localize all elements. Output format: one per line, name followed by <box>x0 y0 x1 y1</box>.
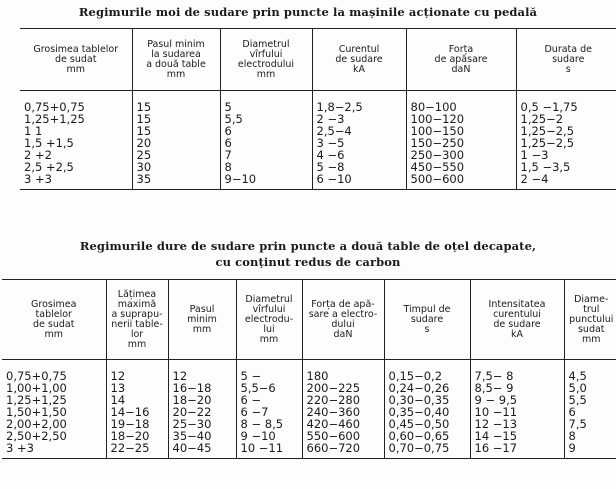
table-cell: 8 <box>568 429 576 443</box>
table-cell: 3 −5 <box>316 136 345 150</box>
table-cell: 4 −6 <box>316 148 345 162</box>
table-cell: 10 −11 <box>240 441 284 455</box>
table-cell: 240−360 <box>306 405 361 419</box>
table-cell: 12 <box>110 369 126 383</box>
table-cell: 0,60−0,65 <box>388 429 450 443</box>
table-cell: 15 <box>136 100 152 114</box>
table-cell: 5 −8 <box>316 160 345 174</box>
table-cell: 5,0 <box>568 381 587 395</box>
table-cell: 0,5 −1,75 <box>520 100 578 114</box>
table-cell: 1,25−2 <box>520 112 564 126</box>
table-cell: 10 −11 <box>474 405 518 419</box>
table-cell: 35 <box>136 172 152 186</box>
table-cell: 1,5 +1,5 <box>24 136 74 150</box>
table-column-7 <box>564 360 616 459</box>
table-cell: 6 −10 <box>316 172 352 186</box>
table2-body-row <box>2 360 616 459</box>
col-header: Diame- trul punctului sudat mm <box>564 280 616 360</box>
table-cell: 19−18 <box>110 417 150 431</box>
table-cell: 16 −17 <box>474 441 518 455</box>
table1-header-row <box>20 29 616 91</box>
table-cell: 660−720 <box>306 441 361 455</box>
col-header: Diametrul vîrfului electrodului mm <box>220 29 312 91</box>
table-cell: 1,5 −3,5 <box>520 160 571 174</box>
table-cell: 16−18 <box>172 381 212 395</box>
col-header: Pasul minim mm <box>168 280 236 360</box>
table-cell: 15 <box>136 124 152 138</box>
table-cell: 3 +3 <box>6 441 34 455</box>
table-cell: 5,5 <box>224 112 243 126</box>
table-cell: 9 −10 <box>240 429 276 443</box>
table-column-1 <box>106 360 168 459</box>
table1-title: Regimurile moi de sudare prin puncte la mașinile acționate cu pedală <box>78 5 538 19</box>
table-cell: 6 −7 <box>240 405 269 419</box>
table-cell: 5,5 <box>568 393 587 407</box>
table-cell: 5 <box>224 100 232 114</box>
table-cell: 0,70−0,75 <box>388 441 450 455</box>
table-cell: 6 <box>224 124 232 138</box>
table-cell: 1,25+1,25 <box>6 393 67 407</box>
table-column-2 <box>168 360 236 459</box>
table-cell: 1 1 <box>24 124 43 138</box>
table-cell: 2 −3 <box>316 112 345 126</box>
col-header: Lățimea maximă a suprapu- nerii table- lor mm <box>106 280 168 360</box>
table-column-6 <box>470 360 564 459</box>
table-cell: 1,25−2,5 <box>520 124 575 138</box>
col-header: Pasul minim la sudarea a două table mm <box>132 29 220 91</box>
table-cell: 18−20 <box>172 393 212 407</box>
table-cell: 1,50+1,50 <box>6 405 67 419</box>
table-cell: 1,25−2,5 <box>520 136 575 150</box>
table-cell: 8 <box>224 160 232 174</box>
table-column-1 <box>132 91 220 190</box>
table-cell: 0,35−0,40 <box>388 405 450 419</box>
table-cell: 25−30 <box>172 417 212 431</box>
table-cell: 1 −3 <box>520 148 549 162</box>
table-cell: 25 <box>136 148 152 162</box>
table-cell: 0,45−0,50 <box>388 417 450 431</box>
table-cell: 180 <box>306 369 329 383</box>
table-cell: 35−40 <box>172 429 212 443</box>
table-column-2 <box>220 91 312 190</box>
table-cell: 9−10 <box>224 172 257 186</box>
table-cell: 40−45 <box>172 441 212 455</box>
table-cell: 9 <box>568 441 576 455</box>
table-cell: 6 <box>224 136 232 150</box>
table2-title-line1: Regimurile dure de sudare prin puncte a două table de oțel decapate, <box>79 239 537 253</box>
table-cell: 100−150 <box>410 124 465 138</box>
col-header: Grosimea tablelor de sudat mm <box>2 280 106 360</box>
col-header: Forța de apăsare daN <box>406 29 516 91</box>
table-cell: 7,5− 8 <box>474 369 514 383</box>
table-cell: 22−25 <box>110 441 150 455</box>
table-cell: 6 <box>568 405 576 419</box>
table-column-0 <box>20 91 132 190</box>
table-cell: 9 − 9,5 <box>474 393 518 407</box>
table-cell: 13 <box>110 381 126 395</box>
table-cell: 18−20 <box>110 429 150 443</box>
table-cell: 500−600 <box>410 172 465 186</box>
table-cell: 2 −4 <box>520 172 549 186</box>
table-cell: 0,75+0,75 <box>6 369 67 383</box>
table-cell: 8 − 8,5 <box>240 417 284 431</box>
table-cell: 2,00+2,00 <box>6 417 67 431</box>
table-cell: 8,5− 9 <box>474 381 514 395</box>
col-header: Diametrul vîrfului electrodu- lui mm <box>236 280 302 360</box>
table-cell: 150−250 <box>410 136 465 150</box>
table-cell: 30 <box>136 160 152 174</box>
table-cell: 2,5−4 <box>316 124 352 138</box>
table-cell: 420−460 <box>306 417 361 431</box>
table-cell: 12 <box>172 369 188 383</box>
table-cell: 0,30−0,35 <box>388 393 450 407</box>
col-header: Timpul de sudare s <box>384 280 470 360</box>
table-column-4 <box>406 91 516 190</box>
table-cell: 2 +2 <box>24 148 52 162</box>
col-header: Intensitatea curentului de sudare kA <box>470 280 564 360</box>
table-cell: 14−16 <box>110 405 150 419</box>
table-cell: 6 − <box>240 393 262 407</box>
table-cell: 80−100 <box>410 100 457 114</box>
table-cell: 1,8−2,5 <box>316 100 363 114</box>
table-column-3 <box>236 360 302 459</box>
table-cell: 14 −15 <box>474 429 518 443</box>
table1-body-row <box>20 91 616 190</box>
table-cell: 0,24−0,26 <box>388 381 450 395</box>
table-cell: 15 <box>136 112 152 126</box>
col-header: Curentul de sudare kA <box>312 29 406 91</box>
table-cell: 20−22 <box>172 405 212 419</box>
table2-title <box>0 238 616 270</box>
table-cell: 5,5−6 <box>240 381 276 395</box>
table-cell: 200−225 <box>306 381 361 395</box>
table-cell: 100−120 <box>410 112 465 126</box>
table-column-5 <box>516 91 616 190</box>
table-cell: 0,75+0,75 <box>24 100 85 114</box>
table-cell: 550−600 <box>306 429 361 443</box>
col-header: Forța de apă- sare a electro- dului daN <box>302 280 384 360</box>
table2-header-row <box>2 280 616 360</box>
soft-welding-regimes-table <box>20 28 616 190</box>
table-cell: 1,00+1,00 <box>6 381 67 395</box>
table-column-3 <box>312 91 406 190</box>
table-cell: 5 − <box>240 369 262 383</box>
table-cell: 12 −13 <box>474 417 518 431</box>
table-column-5 <box>384 360 470 459</box>
table-cell: 250−300 <box>410 148 465 162</box>
table-cell: 220−280 <box>306 393 361 407</box>
col-header: Grosimea tablelor de sudat mm <box>20 29 132 91</box>
table2-title-line2: cu conținut redus de carbon <box>215 255 401 269</box>
table-cell: 14 <box>110 393 126 407</box>
col-header: Durata de sudare s <box>516 29 616 91</box>
table-cell: 0,15−0,2 <box>388 369 443 383</box>
table-cell: 7 <box>224 148 232 162</box>
table-cell: 1,25+1,25 <box>24 112 85 126</box>
table-column-4 <box>302 360 384 459</box>
table-column-0 <box>2 360 106 459</box>
table-cell: 450−550 <box>410 160 465 174</box>
table-cell: 7,5 <box>568 417 587 431</box>
table-cell: 20 <box>136 136 152 150</box>
table-cell: 2,50+2,50 <box>6 429 67 443</box>
table-cell: 4,5 <box>568 369 587 383</box>
table-cell: 2,5 +2,5 <box>24 160 74 174</box>
hard-welding-regimes-table <box>2 279 616 459</box>
table-cell: 3 +3 <box>24 172 52 186</box>
